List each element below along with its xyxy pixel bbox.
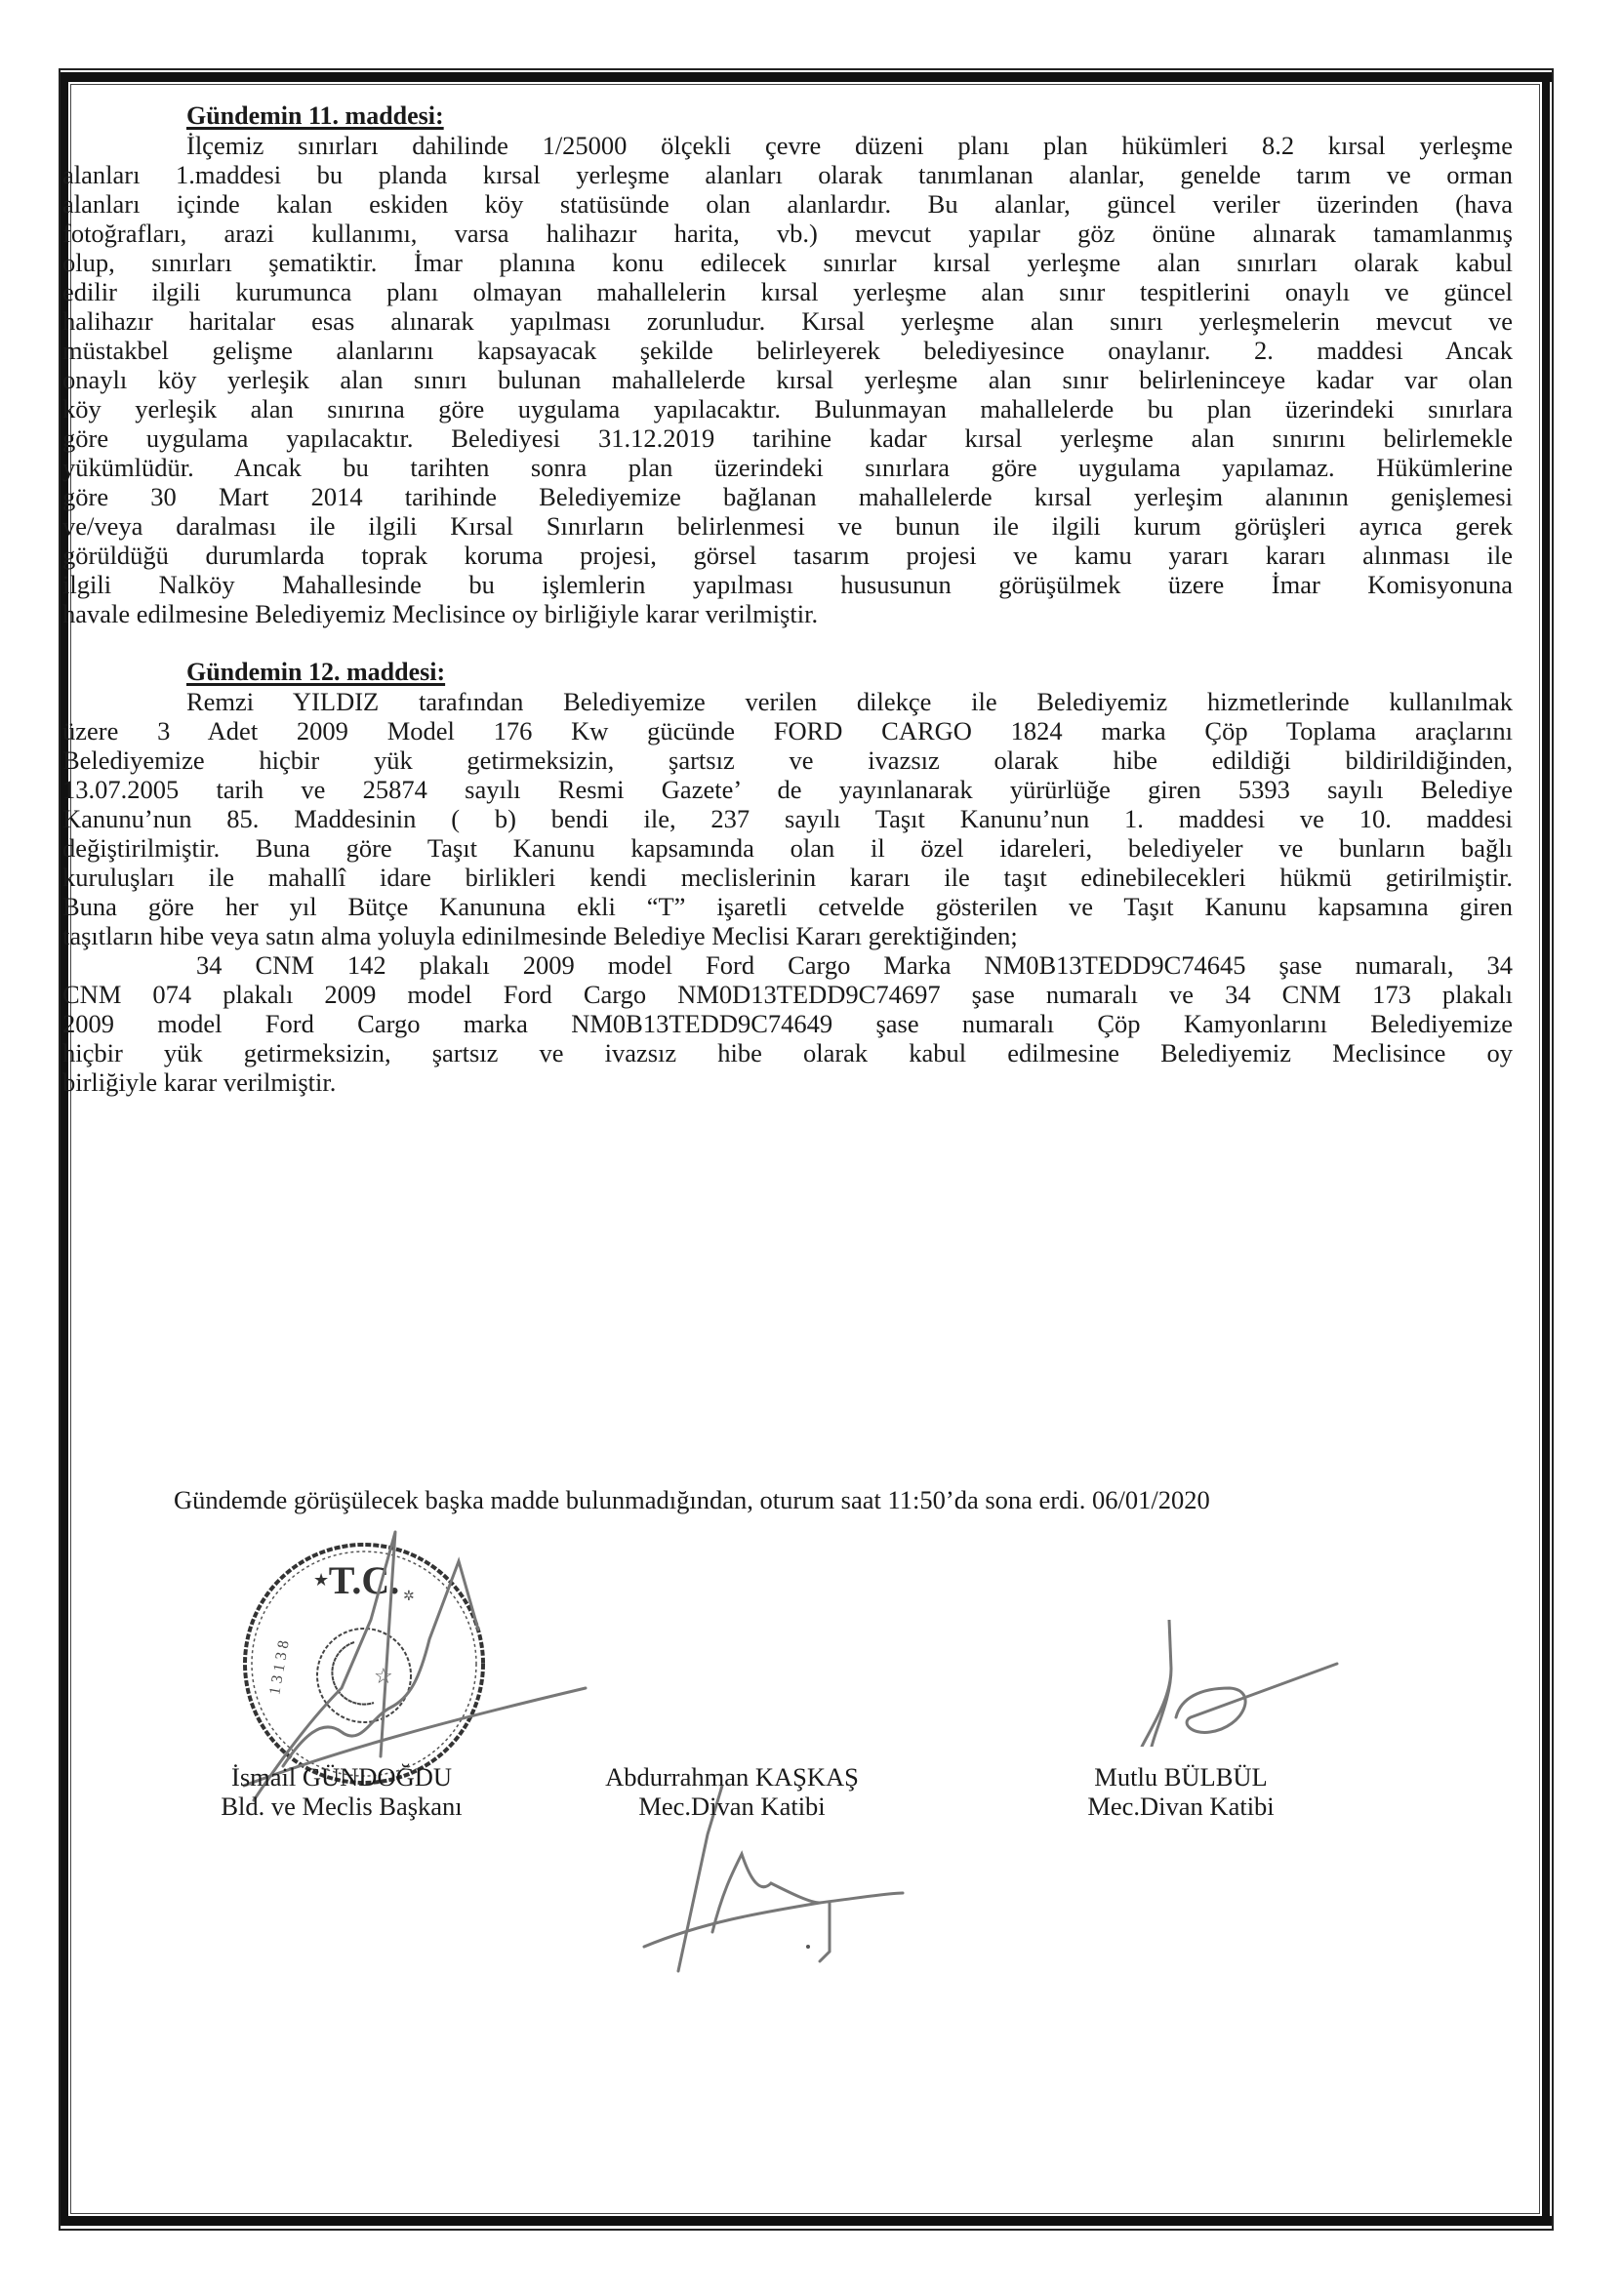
signatory-name: Mutlu BÜLBÜL (1094, 1762, 1268, 1792)
closing-statement: Gündemde görüşülecek başka madde bulunmadığından, oturum saat 11:50’da sona erdi. 06/01/2020 (174, 1485, 1210, 1514)
text-line: 13.07.2005 tarih ve 25874 sayılı Resmi Gazete’ de yayınlanarak yürürlüğe giren 5393 sayılı Belediye (62, 775, 1513, 804)
signatory-name: İsmail GÜNDOĞDU (231, 1762, 452, 1792)
text-line: üzere 3 Adet 2009 Model 176 Kw gücünde FORD CARGO 1824 marka Çöp Toplama araçlarını (62, 716, 1513, 745)
page-frame-bottom (61, 2216, 1552, 2226)
text-line: Kanunu’nun 85. Maddesinin ( b) bendi ile, 237 sayılı Taşıt Kanunu’nun 1. maddesi ve 10. maddesi (62, 804, 1513, 833)
agenda-item-11 (62, 101, 1513, 628)
svg-text:☆: ☆ (374, 1665, 393, 1689)
signatory-name: Abdurrahman KAŞKAŞ (605, 1762, 859, 1792)
agenda-item-12-text (62, 687, 1513, 950)
agenda-item-12-decision (62, 950, 1513, 1097)
text-line: kuruluşları ile mahallî idare birlikleri kendi meclislerinin kararı ile taşıt edinebilecekleri hükmü getirilmiştir. (62, 863, 1513, 892)
text-line: Buna göre her yıl Bütçe Kanununa ekli “T” işaretli cetvelde gösterilen ve Taşıt Kanunu kapsamına giren (62, 892, 1513, 921)
signatory-title: Mec.Divan Katibi (638, 1792, 826, 1821)
page-frame-right (1542, 72, 1550, 2226)
text-line: göre 30 Mart 2014 tarihinde Belediyemize bağlanan mahallelerde kırsal yerleşim alanının genişlemesi (62, 482, 1513, 511)
text-line: havale edilmesine Belediyemiz Meclisince oy birliğiyle karar verilmiştir. (62, 599, 819, 628)
signatory-title: Bld. ve Meclis Başkanı (221, 1792, 463, 1821)
text-line: fotoğrafları, arazi kullanımı, varsa halihazır harita, vb.) mevcut yapılar göz önüne alınarak tamamlanmış (62, 219, 1513, 248)
text-line: CNM 074 plakalı 2009 model Ford Cargo NM0D13TEDD9C74697 şase numaralı ve 34 CNM 173 plakalı (62, 980, 1513, 1009)
agenda-item-heading: Gündemin 12. maddesi: (186, 658, 446, 686)
signatory-clerk-2 (1054, 1762, 1308, 1821)
text-line: alanları içinde kalan eskiden köy statüsünde olan alanlardır. Bu alanlar, güncel veriler üzerinden (hava (62, 189, 1513, 219)
text-line: hiçbir yük getirmeksizin, şartsız ve ivazsız hibe olarak kabul edilmesine Belediyemiz Meclisince oy (62, 1038, 1513, 1067)
signatory-chairman (176, 1762, 507, 1821)
signature-mark (1132, 1620, 1376, 1747)
text-line: Belediyemize hiçbir yük getirmeksizin, şartsız ve ivazsız olarak hibe edildiği bildirildiğinden, (62, 745, 1513, 775)
text-line: 34 CNM 142 plakalı 2009 model Ford Cargo Marka NM0B13TEDD9C74645 şase numaralı, 34 (196, 950, 1513, 980)
text-line: edilir ilgili kurumunca planı olmayan mahallelerin kırsal yerleşme alan sınır tespitlerini onaylı ve güncel (62, 277, 1513, 306)
text-line: görüldüğü durumlarda toprak koruma projesi, görsel tasarım projesi ve kamu yararı kararı alınması ile (62, 541, 1513, 570)
svg-text:✲: ✲ (403, 1589, 415, 1604)
text-line: halihazır haritalar esas alınarak yapılması zorunludur. Kırsal yerleşme alan sınırı yerleşmelerin mevcut ve (62, 306, 1513, 336)
svg-text:★: ★ (313, 1570, 330, 1591)
signatory-clerk-1 (605, 1762, 859, 1821)
text-line: taşıtların hibe veya satın alma yoluyla edinilmesinde Belediye Meclisi Kararı gerektiğinden; (62, 921, 1018, 950)
text-line: birliğiyle karar verilmiştir. (62, 1067, 337, 1097)
text-line: değiştirilmiştir. Buna göre Taşıt Kanunu kapsamında olan il özel idareleri, belediyeler ve bunların bağlı (62, 833, 1513, 863)
agenda-item-heading: Gündemin 11. maddesi: (186, 101, 444, 130)
text-line: onaylı köy yerleşik alan sınırı bulunan mahallelerde kırsal yerleşme alan sınır belirleninceye kadar var olan (62, 365, 1513, 394)
text-line: olup, sınırları şematiktir. İmar planına konu edilecek sınırlar kırsal yerleşme alan sınırları olarak kabul (62, 248, 1513, 277)
text-line: Remzi YILDIZ tarafından Belediyemize verilen dilekçe ile Belediyemiz hizmetlerinde kullanılmak (186, 687, 1513, 716)
text-line: göre uygulama yapılacaktır. Belediyesi 31.12.2019 tarihine kadar kırsal yerleşme alan sınırını belirlemekle (62, 423, 1513, 453)
text-line: yükümlüdür. Ancak bu tarihten sonra plan üzerindeki sınırlara göre uygulama yapılamaz. Hükümlerine (62, 453, 1513, 482)
text-line: İlçemiz sınırları dahilinde 1/25000 ölçekli çevre düzeni planı plan hükümleri 8.2 kırsal yerleşme (186, 131, 1513, 160)
text-line: 2009 model Ford Cargo marka NM0B13TEDD9C74649 şase numaralı Çöp Kamyonlarını Belediyemize (62, 1009, 1513, 1038)
agenda-item-12 (62, 658, 1513, 1097)
page-frame-top (61, 72, 1552, 82)
text-line: köy yerleşik alan sınırına göre uygulama yapılacaktır. Bulunmayan mahallelerde bu plan üzerindeki sınırlara (62, 394, 1513, 423)
text-line: ve/veya daralması ile ilgili Kırsal Sınırların belirlenmesi ve bunun ile ilgili kurum görüşleri ayrıca gerek (62, 511, 1513, 541)
agenda-item-11-text (62, 131, 1513, 628)
text-line: ilgili Nalköy Mahallesinde bu işlemlerin yapılması hususunun görüşülmek üzere İmar Komisyonuna (62, 570, 1513, 599)
text-line: alanları 1.maddesi bu planda kırsal yerleşme alanları olarak tanımlanan alanlar, genelde tarım ve orman (62, 160, 1513, 189)
signatory-title: Mec.Divan Katibi (1087, 1792, 1275, 1821)
stamp-text: T.C. (328, 1558, 400, 1602)
svg-text:1 3 1 3 8: 1 3 1 3 8 (266, 1639, 293, 1697)
document-body (62, 101, 1513, 1097)
text-line: müstakbel gelişme alanlarını kapsayacak şekilde belirleyerek belediyesince onaylanır. 2. maddesi Ancak (62, 336, 1513, 365)
